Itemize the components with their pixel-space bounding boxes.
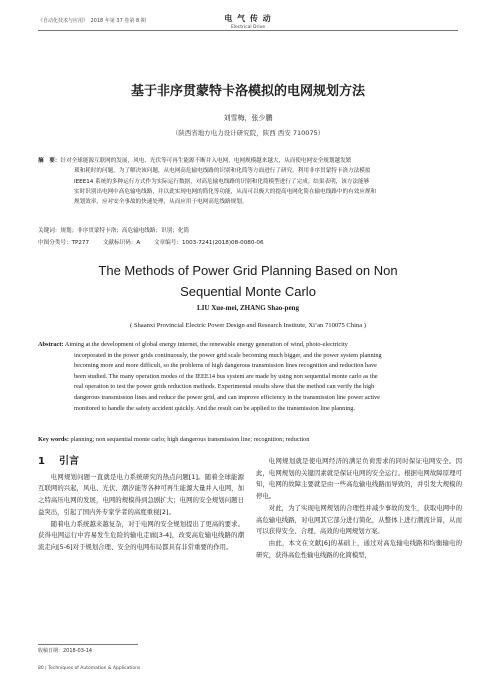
keywords-en-label: Key words: [38, 436, 69, 443]
abstract-cn [38, 156, 466, 207]
section-header-en: Electrical Drive [230, 25, 266, 30]
section-title: 引言 [58, 456, 79, 467]
header-rule [38, 30, 458, 31]
section-number: 1 [38, 456, 45, 467]
abstract-en-line: becoming more and more difficult, so the problems of high dangerous transmission lines recognition and reduction have [74, 362, 377, 370]
section-header [0, 13, 496, 30]
paper-title-en [0, 260, 496, 302]
body-paragraph: 随着电力系统越来越复杂，对于电网的安全规划提出了更高的要求。获得电网运行中容易发生危险的输电走廊[3-4]，改变高危输电线路的潮流走向[5-6]对于规划合理、安全的电网布局都具有非常重要的作用。 [38, 519, 244, 551]
body-paragraph: 由此，本文在文献[6]的基础上，通过对高危输电线路和均衡输电的研究，获得高危性输电线路的化简模型， [256, 538, 462, 559]
abstract-en-line: incorporated in the power grids continuously, the power grid scale becoming much bigger, and the power system planning [74, 351, 382, 359]
abstract-cn-line: 规划效率，应对安全事故的快速处理，从而应用于电网高危线路规划。 [74, 199, 248, 206]
keywords-cn: 关键词：规划；非序贯蒙特卡洛；高危输电线路；识别；化简 [38, 228, 190, 234]
body-left-column [38, 456, 244, 554]
document-code: 文献标识码：A [102, 240, 141, 246]
authors-en: LIU Xue-mei, ZHANG Shao-peng [197, 304, 299, 312]
keywords-en [38, 436, 468, 443]
abstract-en-label: Abstract: [38, 341, 64, 348]
article-number: 文章编号：1003-7241(2018)08-0080-06 [153, 240, 264, 246]
clc-number: 中图分类号：TP277 [38, 240, 90, 246]
affiliation-cn: （陕西省地方电力设计研究院，陕西 西安 710075） [171, 129, 325, 137]
abstract-en [38, 340, 462, 414]
body-paragraph: 对此，为了实现电网规划的合理性并减少事故的发生，获取电网中的高危输电线路，对电网其它部分进行简化，从整体上进行潮流计算，从而可以获得安全、合理、高效的电网规划方案。 [256, 503, 462, 536]
abstract-en-line: dangerous transmission lines and reduce the power grid, and can improve efficiency in the transmission line power active [74, 393, 380, 401]
page-footer: 80 | Techniques of Automation & Applications [38, 666, 141, 671]
classification-cn [38, 238, 466, 246]
abstract-en-line: monitored to handle the safety accident quickly. And the result can be applied to the transmission line planning. [74, 404, 355, 412]
journal-header: 《自动化技术与应用》 2018 年第 37 卷第 8 期 [38, 18, 146, 24]
paper-title-cn: 基于非序贯蒙特卡洛模拟的电网规划方法 [130, 84, 365, 99]
body-right-column [256, 456, 462, 561]
received-date: 收稿日期：2018-03-14 [38, 648, 93, 654]
abstract-cn-label: 摘 要： [38, 158, 61, 164]
abstract-en-line: been studied. The many operation modes of the IEEE14 bus system are made by using non sequential monte carlo as the [74, 372, 378, 380]
keywords-en-text: planning; non sequential monte carlo; high dangerous transmission line; recognition; reduction [70, 436, 310, 443]
title-en-line: Sequential Monte Carlo [180, 284, 316, 299]
abstract-en-line: Aiming at the development of global energy internet, the renewable energy generation of wind, photo-electricity [64, 341, 348, 348]
abstract-cn-line: 针对全球能源互联网的发展，风电、光伏等可再生能源不断并入电网，电网规模越来越大，从而使电网安全规划越发繁 [60, 158, 352, 164]
affiliation-en: ( Shaanxi Provincial Electric Power Design and Research Institute, Xi’an 710075 China ) [129, 322, 367, 329]
body-paragraph: 电网规划问题一直就是电力系统研究的热点问题[1]。随着全球能源互联网的兴起，风电、光伏、潮汐能等各种可再生能源大量并入电网，加之特高压电网的发展，电网的规模得到急剧扩大；电网的安全规划问题日益突出，引起了国内外专家学者的高度重视[2]。 [38, 472, 244, 516]
abstract-cn-line: IEEE14 系统的多种运行方式作为实际运行数据，对高危输电线路的识别和化简模型进行了完成。结果表明，该方法能够 [74, 178, 370, 185]
section-heading [38, 456, 244, 468]
abstract-cn-line: 琐和耗时的问题，为了解决该问题，从电网高危输电线路的识别和化简等方面进行了研究。利用非序贯蒙特卡洛方法模拟 [74, 168, 371, 175]
body-paragraph: 电网规划就是使电网经济的满足负荷需求的同时保证电网安全。因此，电网规划的关键因素就是保证电网的安全运行。根据电网故障原理可知，电网的故障主要就是由一些高危输电线路而导致的，并引发大规模的停电。 [256, 457, 462, 501]
abstract-cn-line: 实时识别出电网中高危输电线路，并以此实现电网的简化等功能，从而可以极大的提高电网化简在输电线路中的有效应规和 [74, 188, 377, 195]
authors-cn: 刘雪梅，张少鹏 [223, 114, 273, 122]
section-header-cn: 电 气 传 动 [224, 14, 272, 23]
abstract-en-line: real operation to test the power grids reduction methods. Experimental results show that the method can verify the high [74, 383, 375, 391]
title-en-line: The Methods of Power Grid Planning Based on Non [98, 263, 398, 278]
footnote-rule [38, 644, 138, 645]
